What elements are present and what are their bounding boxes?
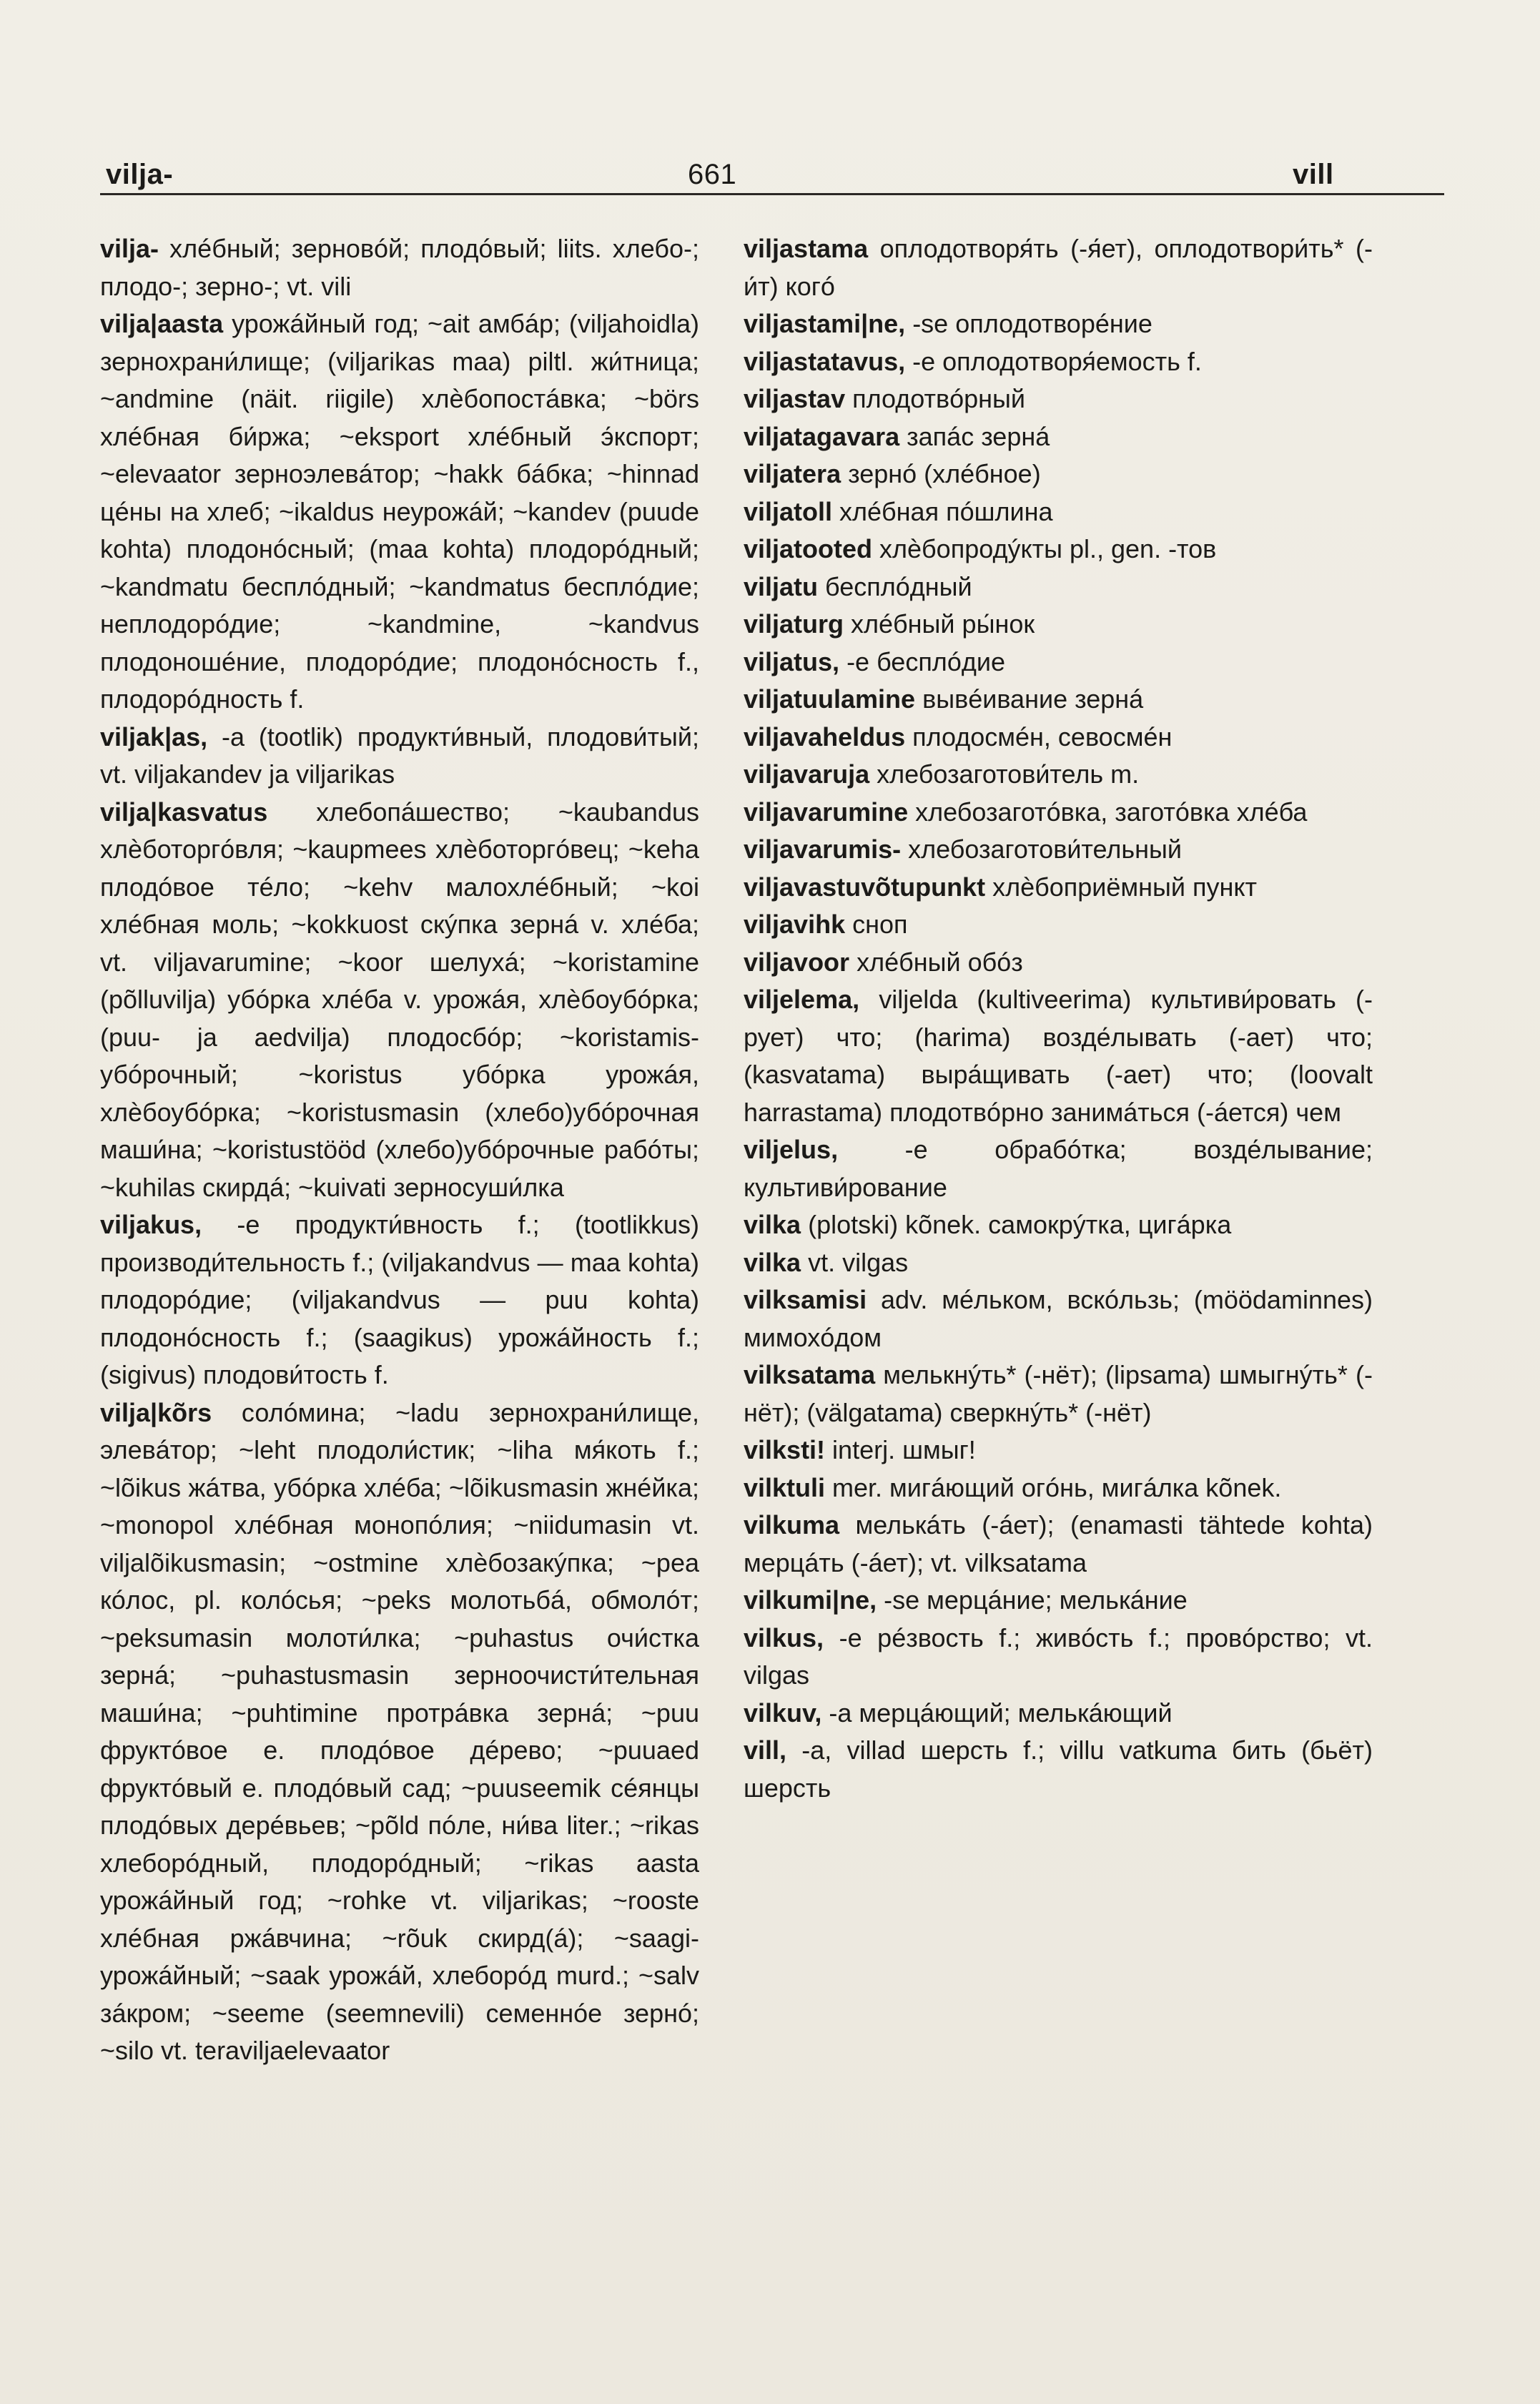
- dictionary-entry: [744, 305, 1373, 343]
- dictionary-entry: [744, 1732, 1373, 1807]
- dictionary-entry: [744, 831, 1373, 869]
- entry-headword: viljavastuvõtupunkt: [744, 872, 986, 902]
- entry-headword: viljatera: [744, 459, 841, 488]
- entry-headword: viljavaruja: [744, 759, 870, 789]
- entry-definition: vt. vilgas: [801, 1247, 909, 1277]
- dictionary-entry: [744, 719, 1373, 757]
- entry-definition: хлебозаготови́тельный: [901, 834, 1182, 864]
- entry-definition: хлéбный обóз: [849, 947, 1023, 977]
- entry-headword: vilka: [744, 1210, 801, 1239]
- entry-headword: vilka: [744, 1247, 801, 1277]
- entry-definition: viljelda (kultiveerima) культиви́ровать (-рует) что; (harima) возде́лывать (-ает) что; (kasvatama) выра́щивать (-ает) что; (loovalt harrastama) плодотвóрно занимáться (-áется) чем: [744, 985, 1373, 1127]
- dictionary-entry: [744, 1432, 1373, 1469]
- entry-headword: vilksti!: [744, 1435, 826, 1464]
- dictionary-entry: [744, 418, 1373, 456]
- entry-headword: viljak|as,: [100, 721, 208, 752]
- entry-definition: хлéбный ры́нок: [844, 609, 1035, 639]
- entry-definition: -e продукти́вность f.; (tootlikkus) производи́тельность f.; (viljakandvus — maa kohta) плодорóдие; (viljakandvus — puu kohta) плодонóсность f.; (saagikus) урожáйность f.; (sigivus) плодови́тость f.: [100, 1210, 699, 1389]
- dictionary-entry: [100, 1206, 699, 1394]
- entry-definition: хлебозаготóвка, заготóвка хлéба: [908, 797, 1308, 827]
- entry-headword: viljavihk: [744, 910, 846, 939]
- entry-headword: viljatooted: [744, 534, 873, 563]
- entry-headword: viljatus,: [744, 646, 840, 676]
- entry-definition: -e обрабóтка; возде́лывание; культиви́рование: [744, 1135, 1373, 1202]
- entry-headword: vilja|aasta: [100, 309, 224, 338]
- entry-definition: оплодотворя́ть (-я́ет), оплодотвори́ть* (-и́т) когó: [744, 234, 1373, 301]
- dictionary-entry: [744, 1582, 1373, 1620]
- dictionary-entry: [744, 568, 1373, 606]
- entry-definition: хлебопáшество; ~kaubandus хлѐботоргóвля; ~kaupmees хлѐботоргóвец; ~keha плодóвое тéло; ~kehv малохлéбный; ~koi хлéбная моль; ~kokkuost скýпка зернá v. хлéба; vt. viljavarumine; ~koor шелухá; ~koristamine (põlluvilja) убóрка хлéба v. урожáя, хлѐбоубóрка; (puu- ja aedvilja) плодосбóр; ~koristamis- убóрочный; ~koristus убóрка урожáя, хлѐбоубóрка; ~koristusmasin (хлебо)убóрочная маши́на; ~koristustööd (хлебо)убóрочные рабóты; ~kuhilas скирдá; ~kuivati зерносуши́лка: [100, 797, 699, 1202]
- dictionary-entry: [744, 869, 1373, 907]
- entry-headword: vilja|kasvatus: [100, 797, 268, 827]
- entry-definition: хлѐбопродýкты pl., gen. -тов: [872, 534, 1217, 563]
- entry-definition: вывéивание зернá: [915, 684, 1144, 714]
- entry-definition: хлéбный; зерновóй; плодóвый; liits. хлебо-; плодо-; зерно-; vt. vili: [100, 234, 699, 301]
- entry-definition: плодосмéн, севосмéн: [905, 721, 1173, 752]
- entry-headword: viljelema,: [744, 985, 860, 1014]
- entry-headword: viljastav: [744, 384, 846, 413]
- page-number: 661: [688, 159, 737, 190]
- dictionary-entry: [744, 531, 1373, 568]
- entry-headword: vilkus,: [744, 1622, 824, 1652]
- dictionary-entry: [744, 1507, 1373, 1582]
- entry-definition: хлѐбоприёмный пункт: [985, 872, 1258, 902]
- entry-definition: mer. мигáющий огóнь, мигáлка kõnek.: [825, 1472, 1282, 1502]
- entry-definition: adv. мéльком, вскóльзь; (möödaminnes) мимохóдом: [744, 1285, 1373, 1352]
- entry-headword: viljavaheldus: [744, 721, 906, 752]
- entry-headword: vilkumi|ne,: [744, 1585, 877, 1615]
- running-head-right: vill: [1293, 159, 1334, 190]
- dictionary-entry: [744, 756, 1373, 794]
- dictionary-entry: [744, 1620, 1373, 1695]
- entry-definition: -e оплодотворя́емость f.: [905, 346, 1202, 376]
- dictionary-entry: [744, 1356, 1373, 1432]
- entry-definition: -a мерцáющий; мелькáющий: [821, 1698, 1173, 1728]
- entry-headword: viljelus,: [744, 1135, 839, 1164]
- entry-definition: -a, villad шерсть f.; villu vatkuma бить (бьёт) шерсть: [744, 1735, 1373, 1803]
- entry-headword: viljastama: [744, 234, 869, 263]
- dictionary-entry: [744, 455, 1373, 493]
- entry-definition: урожáйный год; ~ait амбáр; (viljahoidla) зернохрани́лище; (viljarikas maa) piltl. жи́тница; ~andmine (näit. riigile) хлѐбопостáвка; ~börs хлéбная би́ржа; ~eksport хлéбный э́кспорт; ~elevaator зерноэлевáтор; ~hakk бáбка; ~hinnad цéны на хлеб; ~ikaldus неурожáй; ~kandev (puude kohta) плодонóсный; (maa kohta) плодорóдный; ~kandmatu бесплóдный; ~kandmatus бесплóдие; неплодорóдие; ~kandmine, ~kandvus плодоношéние, плодорóдие; плодонóсность f., плодорóдность f.: [100, 309, 699, 714]
- dictionary-entry: [744, 1206, 1373, 1244]
- entry-definition: сноп: [845, 910, 908, 939]
- dictionary-entry: [744, 1281, 1373, 1356]
- dictionary-entry: [744, 380, 1373, 418]
- entry-definition: -e бесплóдие: [839, 646, 1005, 676]
- dictionary-entry: [100, 1394, 699, 2070]
- entry-headword: viljavarumis-: [744, 834, 902, 864]
- entry-headword: vilktuli: [744, 1472, 826, 1502]
- entry-headword: vilksamisi: [744, 1285, 867, 1314]
- entry-definition: хлебозаготови́тель m.: [869, 759, 1140, 789]
- left-column: [100, 230, 699, 2070]
- dictionary-entry: [744, 343, 1373, 381]
- entry-headword: viljavarumine: [744, 797, 909, 827]
- entry-headword: viljastami|ne,: [744, 309, 906, 338]
- dictionary-entry: [744, 1695, 1373, 1733]
- dictionary-entry: [100, 719, 699, 794]
- entry-headword: vill,: [744, 1735, 787, 1765]
- entry-definition: мелькнýть* (-нёт); (lipsama) шмыгнýть* (-нёт); (välgatama) сверкнýть* (-нёт): [744, 1360, 1373, 1427]
- entry-definition: бесплóдный: [818, 571, 972, 601]
- dictionary-entry: [744, 493, 1373, 531]
- dictionary-entry: [100, 230, 699, 305]
- entry-headword: vilkuv,: [744, 1698, 822, 1728]
- entry-headword: viljastatavus,: [744, 346, 906, 376]
- entry-definition: солóмина; ~ladu зернохрани́лище, элевáтор; ~leht плодоли́стик; ~liha мя́коть f.; ~lõikus жáтва, убóрка хлéба; ~lõikusmasin жнéйка; ~monopol хлéбная монопóлия; ~niidumasin vt. viljalõikusmasin; ~ostmine хлѐбозакýпка; ~pea кóлос, pl. колóсья; ~peks молотьбá, обмолóт; ~peksumasin молоти́лка; ~puhastus очи́стка зернá; ~puhastusmasin зерноочисти́тельная маши́на; ~puhtimine протрáвка зернá; ~puu фруктóвое e. плодóвое дéрево; ~puuaed фруктóвый e. плодóвый сад; ~puuseemik сéянцы плодóвых дерéвьев; ~põld пóле, ни́ва liter.; ~rikas хлеборóдный, плодорóдный; ~rikas aasta урожáйный год; ~rohke vt. viljarikas; ~rooste хлéбная ржáвчина; ~rõuk скирд(á); ~saagi- урожáйный; ~saak урожáй, хлеборóд murd.; ~salv зáкром; ~seeme (seemnevili) семеннóе зернó; ~silo vt. teraviljaelevaator: [100, 1397, 699, 2065]
- dictionary-entry: [744, 1244, 1373, 1282]
- dictionary-entry: [100, 794, 699, 1207]
- entry-definition: (plotski) kõnek. самокрýтка, цигáрка: [801, 1210, 1232, 1239]
- dictionary-entry: [744, 644, 1373, 681]
- entry-definition: interj. шмыг!: [825, 1435, 976, 1464]
- entry-definition: -e рéзвость f.; живóсть f.; провóрство; vt. vilgas: [744, 1622, 1373, 1690]
- dictionary-entry: [744, 981, 1373, 1131]
- entry-definition: мелькáть (-áет); (enamasti tähtede kohta) мерцáть (-áет); vt. vilksatama: [744, 1510, 1373, 1577]
- entry-headword: viljavoor: [744, 947, 850, 977]
- entry-headword: viljatuulamine: [744, 684, 916, 714]
- entry-headword: vilja|kõrs: [100, 1397, 212, 1427]
- entry-headword: vilksatama: [744, 1360, 876, 1389]
- dictionary-entry: [744, 606, 1373, 644]
- entry-headword: vilja-: [100, 234, 159, 263]
- entry-headword: viljatagavara: [744, 421, 900, 451]
- dictionary-entry: [744, 1131, 1373, 1206]
- entry-definition: -se оплодотворéние: [905, 309, 1152, 338]
- entry-definition: плодотвóрный: [845, 384, 1026, 413]
- entry-definition: зернó (хлéбное): [841, 459, 1041, 488]
- right-column: [744, 230, 1373, 1807]
- entry-definition: хлéбная пóшлина: [832, 496, 1053, 526]
- entry-headword: vilkuma: [744, 1510, 840, 1540]
- entry-definition: -se мерцáние; мелькáние: [877, 1585, 1188, 1615]
- running-head-left: vilja-: [106, 159, 174, 190]
- entry-definition: запáс зернá: [899, 421, 1050, 451]
- entry-headword: viljakus,: [100, 1210, 202, 1239]
- dictionary-entry: [744, 681, 1373, 719]
- entry-headword: viljatu: [744, 571, 819, 601]
- entry-headword: viljaturg: [744, 609, 844, 639]
- entry-definition: -a (tootlik) продукти́вный, плодови́тый; vt. viljakandev ja viljarikas: [100, 721, 699, 789]
- dictionary-entry: [744, 1469, 1373, 1507]
- dictionary-entry: [744, 230, 1373, 305]
- dictionary-entry: [744, 906, 1373, 944]
- dictionary-entry: [744, 944, 1373, 982]
- dictionary-entry: [100, 305, 699, 719]
- entry-headword: viljatoll: [744, 496, 833, 526]
- dictionary-entry: [744, 794, 1373, 832]
- header-rule: [100, 193, 1444, 195]
